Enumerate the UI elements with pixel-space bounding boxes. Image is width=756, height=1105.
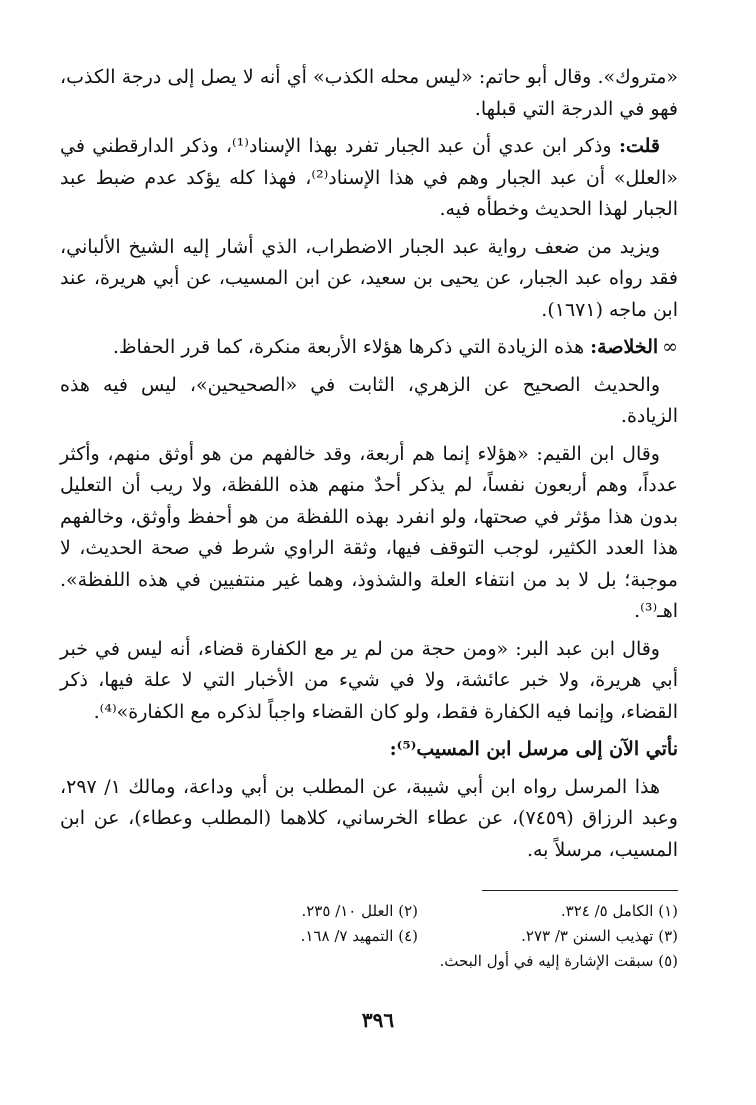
footnote-row xyxy=(60,899,678,924)
paragraph-6: وقال ابن القيم: «هؤلاء إنما هم أربعة، وقد خالفهم من هو أوثق منهم، وأكثر عدداً، وهم أربعون نفساً، لم يذكر أحدٌ منهم هذه اللفظة، ولا ريب أن التعليل بدون هذا مؤثر في صحتها، ولو انفرد بهذه اللفظة من هو أحفظ وأوثق، وخالفهم هذا العدد الكثير، لوجب التوقف فيها، وثقة الراوي شرط في صحة الحديث، لا موجبة؛ بل لا بد من انتفاء العلة والشذوذ، وهما غير منتفيين في هذه اللفظة». اهـ⁽³⁾. xyxy=(60,442,678,622)
page-number: ٣٩٦ xyxy=(361,1008,395,1032)
paragraph-3: ويزيد من ضعف رواية عبد الجبار الاضطراب، الذي أشار إليه الشيخ الألباني، فقد رواه عبد الجبار، عن يحيى بن سعيد، عن ابن المسيب، عن أبي هريرة، عند ابن ماجه (١٦٧١). xyxy=(60,235,678,321)
paragraph-4 xyxy=(60,332,678,364)
footnote-3: (٣) تهذيب السنن ٣/ ٢٧٣. xyxy=(521,927,678,945)
footnote-4: (٤) التمهيد ٧/ ١٦٨. xyxy=(300,927,418,945)
paragraph-text: وذكر ابن عدي أن عبد الجبار تفرد بهذا الإسناد⁽¹⁾، وذكر الدارقطني في «العلل» أن عبد الجبار وهم في هذا الإسناد⁽²⁾، فهذا كله يؤكد عدم ضبط عبد الجبار لهذا الحديث وخطأه فيه. xyxy=(60,135,678,220)
paragraph-5: والحديث الصحيح عن الزهري، الثابت في «الصحيحين»، ليس فيه هذه الزيادة. xyxy=(60,373,678,427)
section-marker-icon: ∞ xyxy=(662,336,678,358)
footnote-row xyxy=(60,949,678,974)
paragraph-1: «متروك». وقال أبو حاتم: «ليس محله الكذب» أي أنه لا يصل إلى درجة الكذب، فهو في الدرجة التي قبلها. xyxy=(60,66,678,120)
footnote-5: (٥) سبقت الإشارة إليه في أول البحث. xyxy=(439,952,678,970)
lead-word: الخلاصة: xyxy=(590,336,659,358)
footnote-separator xyxy=(482,890,678,891)
footnote-2: (٢) العلل ١٠/ ٢٣٥. xyxy=(301,902,418,920)
paragraph-2 xyxy=(60,131,678,226)
footnote-row xyxy=(60,924,678,949)
paragraph-8: هذا المرسل رواه ابن أبي شيبة، عن المطلب بن أبي وداعة، ومالك ١/ ٢٩٧، وعبد الرزاق (٧٤٥٩)، عن عطاء الخرساني، كلاهما (المطلب وعطاء)، عن ابن المسيب، مرسلاً به. xyxy=(60,775,678,861)
lead-word: قلت: xyxy=(618,135,660,157)
paragraph-7: وقال ابن عبد البر: «ومن حجة من لم ير مع الكفارة قضاء، أنه ليس في خبر أبي هريرة، ولا خبر عائشة، ولا في شيء من الأخبار التي لا علة فيها، ذكر القضاء، وإنما فيه الكفارة فقط، ولو كان القضاء واجباً لذكره مع الكفارة»⁽⁴⁾. xyxy=(60,637,678,723)
footnote-1: (١) الكامل ٥/ ٣٢٤. xyxy=(560,902,678,920)
section-heading: نأتي الآن إلى مرسل ابن المسيب⁽⁵⁾: xyxy=(389,738,678,760)
paragraph-text: هذه الزيادة التي ذكرها هؤلاء الأربعة منكرة، كما قرر الحفاظ. xyxy=(112,336,591,358)
